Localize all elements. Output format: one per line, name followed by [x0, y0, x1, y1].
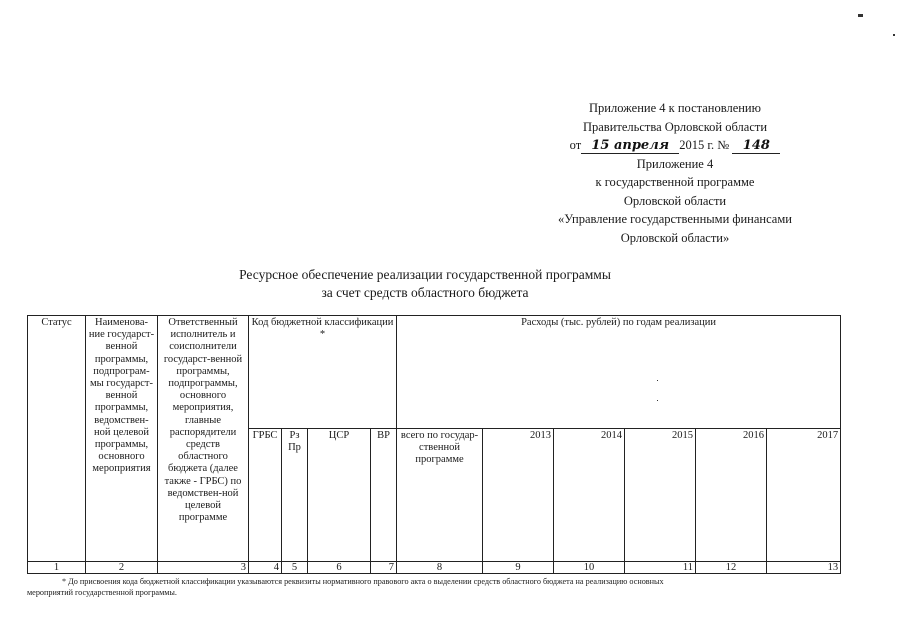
column-number: 8 [397, 562, 483, 574]
header-year-2017: 2017 [767, 429, 841, 562]
annex-line-8: Орловской области» [620, 230, 730, 245]
title-line-2: за счет средств областного бюджета [321, 285, 529, 300]
header-rzpr: Рз Пр [282, 429, 308, 562]
scan-speck [893, 34, 895, 36]
column-number: 10 [554, 562, 625, 574]
column-number: 1 [28, 562, 86, 574]
annex-line-4: Приложение 4 [636, 156, 714, 171]
column-number: 11 [625, 562, 696, 574]
header-total: всего по государ-ственной программе [397, 429, 483, 562]
date-suffix: 2015 г. № [679, 138, 730, 152]
header-year-2014: 2014 [554, 429, 625, 562]
date-prefix: от [569, 138, 582, 152]
annex-line-1: Приложение 4 к постановлению [589, 101, 761, 115]
resource-table [27, 315, 841, 574]
footnote-line-1: * До присвоения кода бюджетной классификации указываются реквизиты нормативного правового акта о выделении средств областного бюджета на реализацию основных [62, 577, 664, 586]
header-year-2013: 2013 [483, 429, 554, 562]
annex-line-5: к государственной программе [595, 175, 755, 189]
header-year-2016: 2016 [696, 429, 767, 562]
footnote-line-2: мероприятий государственной программы. [27, 588, 177, 597]
column-number: 4 [249, 562, 282, 574]
column-number: 12 [696, 562, 767, 574]
header-status: Статус [28, 316, 86, 562]
handwritten-date: 15 апреля [581, 139, 679, 154]
header-responsible: Ответственный исполнитель и соисполнители государст-венной программы, подпрограммы, основного мероприятия, главные распорядители средств областного бюджета (далее также - ГРБС) по ведомствен-ной целевой программе [158, 316, 249, 562]
header-grbs: ГРБС [249, 429, 282, 562]
annex-line-2: Правительства Орловской области [582, 119, 768, 134]
column-number: 6 [308, 562, 371, 574]
annex-line-6: Орловской области [623, 193, 727, 208]
header-program-name: Наименова-ние государст-венной программы, подпрограм-мы государст-венной программы, ведомствен-ной целевой программы, основного мероприятия [86, 316, 158, 562]
column-number: 2 [86, 562, 158, 574]
header-expenses: Расходы (тыс. рублей) по годам реализации [397, 316, 841, 429]
column-number: 7 [371, 562, 397, 574]
header-csr: ЦСР [308, 429, 371, 562]
column-number: 5 [282, 562, 308, 574]
annex-date-line [520, 136, 830, 155]
header-year-2015: 2015 [625, 429, 696, 562]
header-vr: ВР [371, 429, 397, 562]
document-title [195, 266, 655, 302]
scan-speck [858, 14, 863, 17]
column-number: 3 [158, 562, 249, 574]
header-budget-code: Код бюджетной классификации * [249, 316, 397, 429]
handwritten-number: 148 [732, 139, 780, 154]
column-number: 9 [483, 562, 554, 574]
title-line-1: Ресурсное обеспечение реализации государственной программы [239, 267, 611, 282]
annex-header [520, 99, 830, 247]
column-number: 13 [767, 562, 841, 574]
annex-line-7: «Управление государственными финансами [558, 212, 792, 226]
